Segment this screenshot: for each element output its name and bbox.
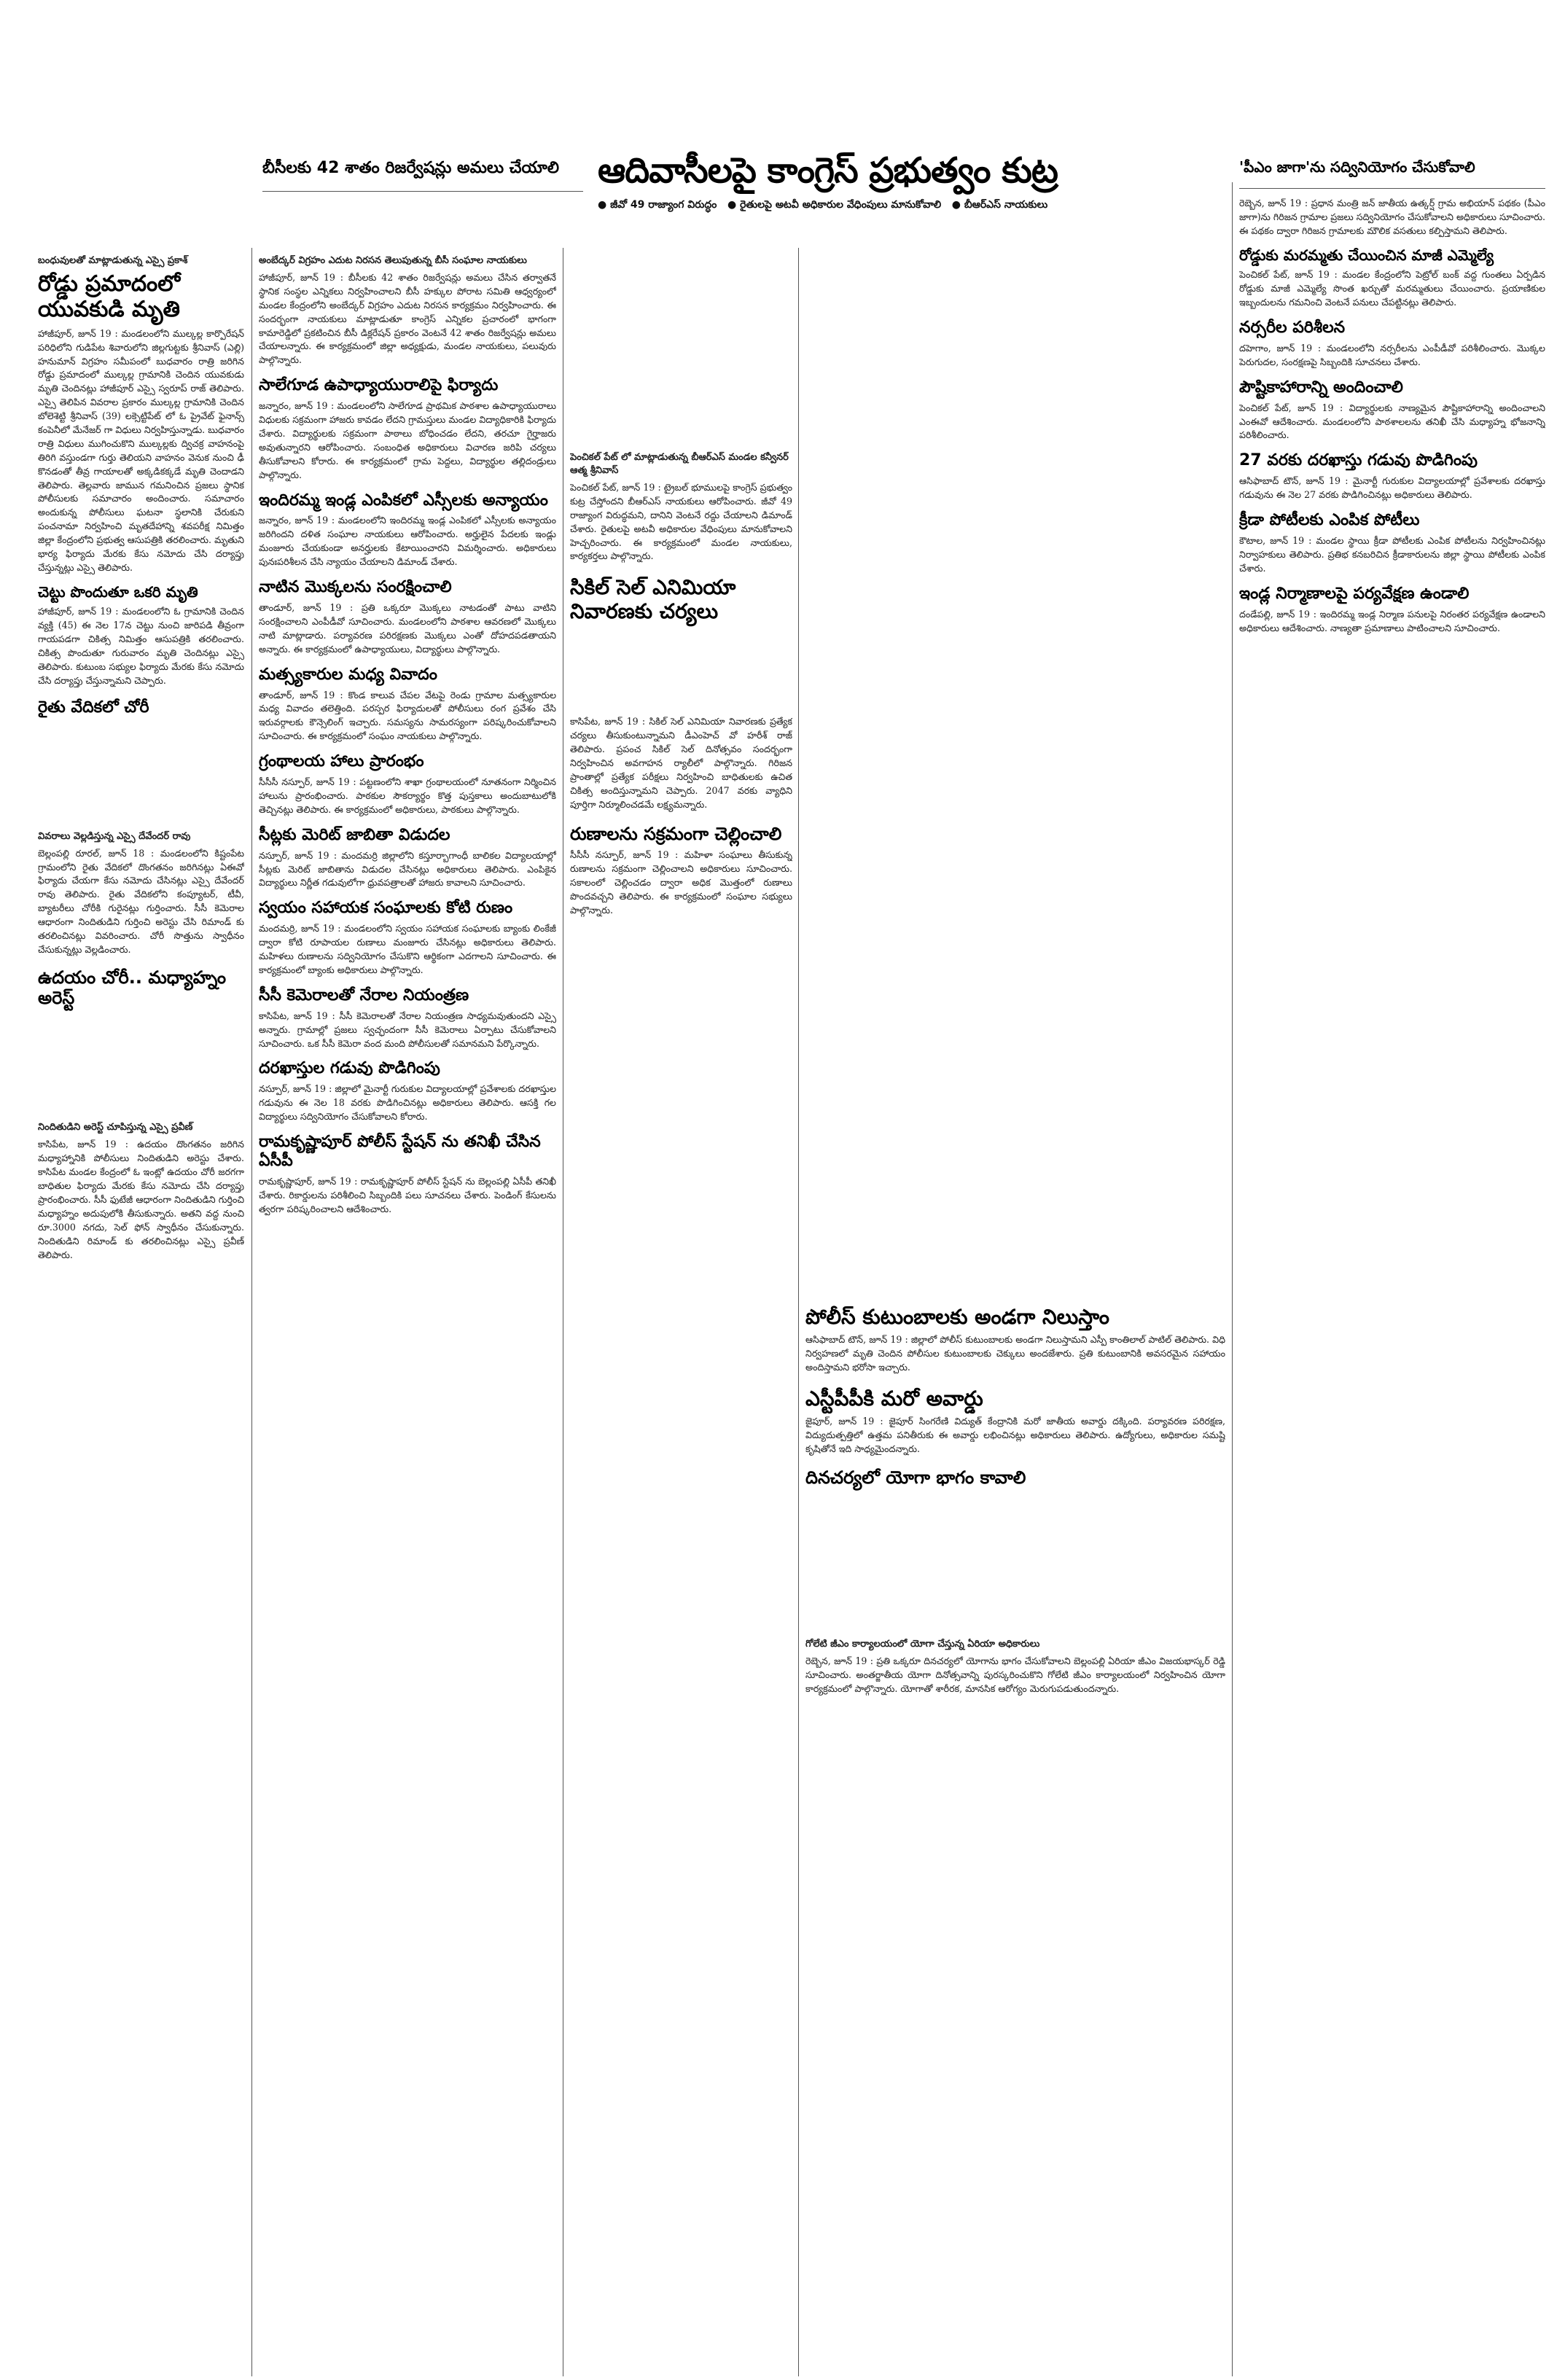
story-title: పోలీస్ కుటుంబాలకు అండగా నిలుస్తాం (805, 1305, 1109, 1329)
bullet-2: ● రైతులపై అటవీ అధికారుల వేధింపులు మానుకోవాలి (727, 198, 942, 211)
story-title: క్రీడా పోటీలకు ఎంపిక పోటీలు (1239, 511, 1420, 530)
col2-story-2 (259, 376, 556, 482)
column-rule-4 (1232, 182, 1233, 2376)
story-body: మందమర్రి, జూన్ 19 : మండలంలోని స్వయం సహాయక సంఘాలకు బ్యాంకు లింకేజీ ద్వారా కోటి రూపాయల రుణాలు మంజూరు చేసినట్లు అధికారులు తెలిపారు. మహిళలు రుణాలను సద్వినియోగం చేసుకొని ఆర్థికంగా ఎదగాలని సూచించారు. ఈ కార్యక్రమంలో బ్యాంకు అధికారులు పాల్గొన్నారు. (259, 923, 556, 975)
bullet-3: ● బీఆర్ఎస్ నాయకులు (951, 198, 1048, 211)
right-strap (1239, 159, 1545, 188)
story-title: ఇండ్ల నిర్మాణాలపై పర్యవేక్షణ ఉండాలి (1239, 584, 1470, 603)
story-title: చెట్టు పొందుతూ ఒకరి మృతి (38, 582, 198, 601)
upper-photo-area (805, 255, 1225, 1305)
story-title: రైతు వేదికలో చోరీ (38, 698, 149, 717)
col2-story-8 (259, 899, 556, 978)
col2-story-9 (259, 986, 556, 1051)
col2-story-1 (259, 255, 556, 367)
story-body: పెంచికల్ పేట్, జూన్ 19 : ట్రైబల్ భూములపై కాంగ్రెస్ ప్రభుత్వం కుట్ర చేస్తోందని బీఆర్ఎస్ నాయకులు ఆరోపించారు. జీవో 49 రాజ్యాంగ విరుద్ధమని, దానిని వెంటనే రద్దు చేయాలని డిమాండ్ చేశారు. రైతులపై అటవీ అధికారుల వేధింపులు మానుకోవాలని హెచ్చరించారు. ఈ కార్యక్రమంలో మండల నాయకులు, కార్యకర్తలు పాల్గొన్నారు. (570, 482, 792, 562)
left-strap (262, 159, 583, 188)
story-title: నర్సరీల పరిశీలన (1239, 318, 1346, 337)
story-body: ఆసిఫాబాద్ టౌన్, జూన్ 19 : మైనార్టీ గురుకుల విద్యాలయాల్లో ప్రవేశాలకు దరఖాస్తు గడువును ఈ నెల 27 వరకు పొడిగించినట్లు అధికారులు తెలిపారు. (1239, 475, 1545, 501)
story-body: నస్పూర్, జూన్ 19 : మందమర్రి జిల్లాలోని కస్తూర్బాగాంధీ బాలికల విద్యాలయాల్లో సీట్లకు మెరిట్ జాబితాను విడుదల చేసినట్లు అధికారులు తెలిపారు. ఎంపికైన విద్యార్థులు నిర్ణీత గడువులోగా ధ్రువపత్రాలతో హాజరు కావాలని సూచించారు. (259, 849, 556, 889)
col4-story-1 (805, 1305, 1225, 1375)
col2-story-3 (259, 491, 556, 570)
story-body: కౌటాల, జూన్ 19 : మండల స్థాయి క్రీడా పోటీలకు ఎంపిక పోటీలను నిర్వహించినట్లు నిర్వాహకులు తెలిపారు. ప్రతిభ కనబరిచిన క్రీడాకారులను జిల్లా స్థాయి పోటీలకు ఎంపిక చేశారు. (1239, 534, 1545, 574)
column-5 (1239, 197, 1545, 2373)
story-body: జైపూర్, జూన్ 19 : జైపూర్ సింగరేణి విద్యుత్ కేంద్రానికి మరో జాతీయ అవార్డు దక్కింది. పర్యావరణ పరిరక్షణ, విద్యుదుత్పత్తిలో ఉత్తమ పనితీరుకు ఈ అవార్డు లభించినట్లు అధికారులు తెలిపారు. ఉద్యోగులు, అధికారుల సమష్టి కృషితోనే ఇది సాధ్యమైందన్నారు. (805, 1415, 1225, 1454)
story-title: రోడ్డుకు మరమ్మతు చేయించిన మాజీ ఎమ్మెల్యే (1239, 246, 1494, 264)
col1-story-3 (38, 698, 244, 957)
story-title: సాలేగూడ ఉపాధ్యాయురాలిపై ఫిర్యాదు (259, 376, 499, 395)
story-body: హాజీపూర్, జూన్ 19 : మండలంలోని ఓ గ్రామానికి చెందిన వ్యక్తి (45) ఈ నెల 17న చెట్టు నుంచి జారిపడి తీవ్రంగా గాయపడగా చికిత్స నిమిత్తం ఆసుపత్రికి తరలించారు. చికిత్స పొందుతూ గురువారం మృతి చెందినట్లు ఎస్సై తెలిపారు. కుటుంబ సభ్యుల ఫిర్యాదు మేరకు కేసు నమోదు చేసి దర్యాప్తు చేస్తున్నామని చెప్పారు. (38, 606, 244, 686)
story-body: కాసిపేట, జూన్ 19 : సికిల్ సెల్ ఎనిమియా నివారణకు ప్రత్యేక చర్యలు తీసుకుంటున్నామని డీఎంహెచ్ వో హరీశ్ రాజ్ తెలిపారు. ప్రపంచ సికిల్ సెల్ దినోత్సవం సందర్భంగా నిర్వహించిన అవగాహన ర్యాలీలో పాల్గొన్నారు. గిరిజన ప్రాంతాల్లో ప్రత్యేక పరీక్షలు నిర్వహించి బాధితులకు ఉచిత చికిత్స అందిస్తున్నామని చెప్పారు. 2047 వరకు వ్యాధిని పూర్తిగా నిర్మూలించడమే లక్ష్యమన్నారు. (570, 716, 792, 810)
story-title: రామకృష్ణాపూర్ పోలీస్ స్టేషన్ ను తనిఖీ చేసిన ఏసీపీ (259, 1133, 541, 1171)
col1-story-4 (38, 967, 244, 1263)
story-body: బెల్లంపల్లి రూరల్, జూన్ 18 : మండలంలోని కిష్టంపేట గ్రామంలోని రైతు వేదికలో దొంగతనం జరిగినట్లు ఏఈవో ఫిర్యాదు చేయగా కేసు నమోదు చేసినట్లు ఎస్సై దేవేందర్ రావు తెలిపారు. రైతు వేదికలోని కంప్యూటర్, టీవీ, బ్యాటరీలు చోరీకి గురైనట్లు గుర్తించారు. సీసీ కెమెరాల ఆధారంగా నిందితుడిని గుర్తించి అరెస్టు చేసి రిమాండ్ కు తరలించినట్లు వివరించారు. చోరీ సొత్తును స్వాధీనం చేసుకున్నట్లు వెల్లడించారు. (38, 847, 244, 955)
story-body: సీసీసీ నస్పూర్, జూన్ 19 : మహిళా సంఘాలు తీసుకున్న రుణాలను సక్రమంగా చెల్లించాలని అధికారులు సూచించారు. సకాలంలో చెల్లించడం ద్వారా అధిక మొత్తంలో రుణాలు పొందవచ్చని తెలిపారు. ఈ కార్యక్రమంలో సంఘాల సభ్యులు పాల్గొన్నారు. (570, 848, 792, 916)
story-kicker: బంధువులతో మాట్లాడుతున్న ఎస్సై ప్రకాశ్ (38, 255, 188, 266)
col2-story-7 (259, 826, 556, 891)
photo-placeholder (38, 1013, 244, 1122)
main-headline: ఆదివాసీలపై కాంగ్రెస్ ప్రభుత్వం కుట్ర (598, 150, 1058, 191)
story-body: జన్నారం, జూన్ 19 : మండలంలోని ఇందిరమ్మ ఇండ్ల ఎంపికలో ఎస్సీలకు అన్యాయం జరిగిందని దళిత సంఘాల నాయకులు ఆరోపించారు. అర్హులైన పేదలకు ఇండ్లు మంజూరు చేయకుండా అనర్హులకు కేటాయించారని విమర్శించారు. అధికారులు పునఃపరిశీలన చేసి న్యాయం చేయాలని డిమాండ్ చేశారు. (259, 515, 556, 568)
story-kicker: అంబేద్కర్ విగ్రహం ఎదుట నిరసన తెలుపుతున్న బీసీ సంఘాల నాయకులు (259, 255, 527, 266)
right-strap-rule (1239, 188, 1545, 189)
col2-story-5 (259, 666, 556, 744)
col4-story-2 (805, 1386, 1225, 1456)
story-body: ఆసిఫాబాద్ టౌన్, జూన్ 19 : జిల్లాలో పోలీస్ కుటుంబాలకు అండగా నిలుస్తామని ఎస్పీ కాంతిలాల్ పాటిల్ తెలిపారు. విధి నిర్వహణలో మృతి చెందిన పోలీసుల కుటుంబాలకు చెక్కులు అందజేశారు. ప్రతి కుటుంబానికి అవసరమైన సహాయం అందిస్తామని భరోసా ఇచ్చారు. (805, 1334, 1225, 1373)
story-title: 27 వరకు దరఖాస్తు గడువు పొడిగింపు (1239, 451, 1478, 470)
story-title: ఇందిరమ్మ ఇండ్ల ఎంపికలో ఎస్సీలకు అన్యాయం (259, 491, 548, 510)
story-title: పౌష్టికాహారాన్ని అందించాలి (1239, 378, 1403, 397)
col2-story-11 (259, 1133, 556, 1217)
bullet-1: ● జీవో 49 రాజ్యాంగ విరుద్ధం (598, 198, 717, 211)
story-title: దినచర్యలో యోగా భాగం కావాలి (805, 1467, 1026, 1489)
story-body: కాసిపేట, జూన్ 19 : ఉదయం దొంగతనం జరిగిన మధ్యాహ్నానికి పోలీసులు నిందితుడిని అరెస్టు చేశారు. కాసిపేట మండల కేంద్రంలో ఓ ఇంట్లో ఉదయం చోరీ జరగగా బాధితుల ఫిర్యాదు మేరకు కేసు నమోదు చేసి దర్యాప్తు ప్రారంభించారు. సీసీ ఫుటేజీ ఆధారంగా నిందితుడిని గుర్తించి మధ్యాహ్నం అదుపులోకి తీసుకున్నారు. అతని వద్ద నుంచి రూ.3000 నగదు, సెల్ ఫోన్ స్వాధీనం చేసుకున్నారు. నిందితుడిని రిమాండ్ కు తరలించినట్లు ఎస్సై ప్రవీణ్ తెలిపారు. (38, 1139, 244, 1260)
story-title: సీట్లకు మెరిట్ జాబితా విడుదల (259, 825, 450, 844)
col4-story-3 (805, 1467, 1225, 1696)
col5-story-2 (1239, 247, 1545, 310)
story-kicker: వివరాలు వెల్లడిస్తున్న ఎస్సై దేవేందర్ రావు (38, 830, 191, 842)
story-body: రామకృష్ణాపూర్, జూన్ 19 : రామకృష్ణాపూర్ పోలీస్ స్టేషన్ ను బెల్లంపల్లి ఏసీపీ తనిఖీ చేశారు. రికార్డులను పరిశీలించి సిబ్బందికి పలు సూచనలు చేశారు. పెండింగ్ కేసులను త్వరగా పరిష్కరించాలని ఆదేశించారు. (259, 1176, 556, 1214)
story-title: మత్స్యకారుల మధ్య వివాదం (259, 665, 437, 684)
col3-story-2 (570, 575, 792, 811)
col2-story-6 (259, 752, 556, 817)
story-body: కాసిపేట, జూన్ 19 : సీసీ కెమెరాలతో నేరాల నియంత్రణ సాధ్యమవుతుందని ఎస్సై అన్నారు. గ్రామాల్లో ప్రజలు స్వచ్ఛందంగా సీసీ కెమెరాలు ఏర్పాటు చేసుకోవాలని సూచించారు. ఒక సీసీ కెమెరా వంద మంది పోలీసులతో సమానమని పేర్కొన్నారు. (259, 1010, 556, 1049)
right-strap-title: 'పీఎం జాగా'ను సద్వినియోగం చేసుకోవాలి (1239, 159, 1475, 176)
story-body: నస్పూర్, జూన్ 19 : జిల్లాలో మైనార్టీ గురుకుల విద్యాలయాల్లో ప్రవేశాలకు దరఖాస్తుల గడువును ఈ నెల 18 వరకు పొడిగించినట్లు అధికారులు తెలిపారు. ఆసక్తి గల విద్యార్థులు సద్వినియోగం చేసుకోవాలని కోరారు. (259, 1083, 556, 1123)
col5-story-1 (1239, 197, 1545, 238)
col1-story-1 (38, 255, 244, 575)
col2-story-4 (259, 578, 556, 657)
column-4 (805, 255, 1225, 2373)
story-body: హాజీపూర్, జూన్ 19 : మండలంలోని ముల్కల్ల కార్పొరేషన్ పరిధిలోని గుడిపేట శివారులోని జిల్లగుట్టకు శ్రీనివాస్ (ఎల్లి) హనుమాన్ విగ్రహం సమీపంలో బుధవారం రాత్రి జరిగిన రోడ్డు ప్రమాదంలో ముల్కల్ల గ్రామానికి చెందిన యువకుడు మృతి చెందినట్లు హాజీపూర్ ఎస్సై స్వరూప్ రాజ్ తెలిపారు. ఎస్సై తెలిపిన వివరాల ప్రకారం ముల్కల్ల గ్రామానికి చెందిన బోలెశెట్టి శ్రీనివాస్ (39) లక్సెట్టిపేట్ లో ఓ ప్రైవేట్ ఫైనాన్స్ కంపెనీలో మేనేజర్ గా విధులు నిర్వహిస్తున్నాడు. బుధవారం రాత్రి విధులు ముగించుకొని ముల్కల్లకు ద్విచక్ర వాహనంపై తిరిగి వస్తుండగా గుర్తు తెలియని వాహనం వెనుక నుంచి ఢీ కొనడంతో తీవ్ర గాయాలతో అక్కడికక్కడే మృతి చెందాడని తెలిపారు. తెల్లవారు జామున గమనించిన ప్రజలు స్థానిక పోలీసులకు సమాచారం అందించారు. సమాచారం అందుకున్న పోలీసులు ఘటనా స్థలానికి చేరుకుని పంచనామా నిర్వహించి మృతదేహాన్ని శవపరీక్ష నిమిత్తం జిల్లా కేంద్రంలోని ప్రభుత్వ ఆసుపత్రికి తరలించారు. మృతుని భార్య ఫిర్యాదు మేరకు కేసు నమోదు చేసి దర్యాప్తు చేస్తున్నట్లు ఎస్సై తెలిపారు. (38, 327, 244, 573)
story-title: ఉదయం చోరీ.. మధ్యాహ్నం అరెస్ట్ (38, 967, 227, 1009)
left-strap-title: బీసీలకు 42 శాతం రిజర్వేషన్లు అమలు చేయాలి (262, 159, 559, 177)
story-title: సీసీ కెమెరాలతో నేరాల నియంత్రణ (259, 986, 469, 1004)
main-headline-block (598, 150, 1225, 245)
col5-story-7 (1239, 585, 1545, 636)
story-kicker: నిందితుడిని అరెస్ట్ చూపిస్తున్న ఎస్సై ప్రవీణ్ (38, 1122, 193, 1134)
col1-story-2 (38, 584, 244, 688)
story-title: సికిల్ సెల్ ఎనిమియా నివారణకు చర్యలు (570, 575, 736, 624)
col5-story-5 (1239, 451, 1545, 502)
photo-placeholder (38, 722, 244, 831)
story-title: రోడ్డు ప్రమాదంలో యువకుడి మృతి (38, 271, 181, 323)
story-body: తాండూర్, జూన్ 19 : ప్రతి ఒక్కరూ మొక్కలు నాటడంతో పాటు వాటిని సంరక్షించాలని ఎంపీడీవో సూచించారు. మండలంలోని పాఠశాల ఆవరణలో మొక్కలు నాటి మాట్లాడారు. పర్యావరణ పరిరక్షణకు మొక్కలు ఎంతో దోహదపడతాయని అన్నారు. ఈ కార్యక్రమంలో ఉపాధ్యాయులు, విద్యార్థులు పాల్గొన్నారు. (259, 602, 556, 655)
col5-story-3 (1239, 319, 1545, 370)
col3-story-3 (570, 824, 792, 918)
story-body: పెంచికల్ పేట్, జూన్ 19 : విద్యార్థులకు నాణ్యమైన పౌష్టికాహారాన్ని అందించాలని ఎంఈవో ఆదేశించారు. మండలంలోని పాఠశాలలను తనిఖీ చేసి మధ్యాహ్న భోజనాన్ని పరిశీలించారు. (1239, 402, 1545, 441)
photo-placeholder (570, 628, 792, 715)
col3-story-1 (570, 452, 792, 563)
story-kicker: గోలేటి జీఎం కార్యాలయంలో యోగా చేస్తున్న ఏరియా అధికారులు (805, 1638, 1040, 1650)
column-rule-3 (798, 248, 799, 2376)
story-title: నాటిన మొక్కలను సంరక్షించాలి (259, 578, 452, 597)
headline-bullets (598, 199, 1225, 213)
photo-placeholder (805, 1493, 1225, 1639)
col2-story-10 (259, 1059, 556, 1124)
story-body: హాజీపూర్, జూన్ 19 : బీసీలకు 42 శాతం రిజర్వేషన్లు అమలు చేసిన తర్వాతనే స్థానిక సంస్థల ఎన్నికలు నిర్వహించాలని బీసీ హక్కుల పోరాట సమితి ఆధ్వర్యంలో మండల కేంద్రంలోని అంబేద్కర్ విగ్రహం ఎదుట నిరసన కార్యక్రమం నిర్వహించారు. ఈ సందర్భంగా నాయకులు మాట్లాడుతూ కాంగ్రెస్ ఎన్నికల ప్రచారంలో భాగంగా కామారెడ్డిలో ప్రకటించిన బీసీ డిక్లరేషన్ ప్రకారం వెంటనే 42 శాతం రిజర్వేషన్లు అమలు చేయాలన్నారు. ఈ కార్యక్రమంలో జిల్లా అధ్యక్షుడు, మండల నాయకులు, పలువురు పాల్గొన్నారు. (259, 272, 556, 366)
left-strap-rule (262, 191, 583, 192)
story-body: తాండూర్, జూన్ 19 : కొండ కాలువ చేపల వేటపై రెండు గ్రామాల మత్స్యకారుల మధ్య వివాదం తలెత్తింది. పరస్పర ఫిర్యాదులతో పోలీసులు రంగ ప్రవేశం చేసి ఇరువర్గాలకు కౌన్సెలింగ్ ఇచ్చారు. సమస్యను సామరస్యంగా పరిష్కరించుకోవాలని సూచించారు. ఈ కార్యక్రమంలో సంఘం నాయకులు పాల్గొన్నారు. (259, 689, 556, 742)
story-body: జన్నారం, జూన్ 19 : మండలంలోని సాలేగూడ ప్రాథమిక పాఠశాల ఉపాధ్యాయురాలు విధులకు సక్రమంగా హాజరు కావడం లేదని గ్రామస్తులు మండల విద్యాధికారికి ఫిర్యాదు చేశారు. విద్యార్థులకు సక్రమంగా పాఠాలు బోధించడం లేదని, తరచూ గైర్హాజరు అవుతున్నారని ఆరోపించారు. సంబంధిత అధికారులు విచారణ జరిపి చర్యలు తీసుకోవాలని కోరారు. ఈ కార్యక్రమంలో గ్రామ పెద్దలు, విద్యార్థుల తల్లిదండ్రులు పాల్గొన్నారు. (259, 400, 556, 480)
story-body: రెబ్బెన, జూన్ 19 : ప్రధాన మంత్రి జన్ జాతీయ ఉత్కర్ష్ గ్రామ అభియాన్ పథకం (పీఎం జాగా)ను గిరిజన గ్రామాల ప్రజలు సద్వినియోగం చేసుకోవాలని అధికారులు సూచించారు. ఈ పథకం ద్వారా గిరిజన గ్రామాలకు మౌలిక వసతులు కల్పిస్తామని తెలిపారు. (1239, 198, 1545, 236)
col5-story-6 (1239, 511, 1545, 576)
col5-story-4 (1239, 378, 1545, 443)
story-body: పెంచికల్ పేట్, జూన్ 19 : మండల కేంద్రంలోని పెట్రోల్ బంక్ వద్ద గుంతలు ఏర్పడిన రోడ్డుకు మాజీ ఎమ్మెల్యే సొంత ఖర్చుతో మరమ్మతులు చేయించారు. ప్రయాణికుల ఇబ్బందులను గమనించి వెంటనే పనులు చేపట్టినట్లు తెలిపారు. (1239, 269, 1545, 308)
story-title: ఎస్టీపీపీకి మరో అవార్డు (805, 1386, 983, 1411)
column-1 (38, 255, 244, 2373)
story-body: రెబ్బెన, జూన్ 19 : ప్రతి ఒక్కరూ దినచర్యలో యోగాను భాగం చేసుకోవాలని బెల్లంపల్లి ఏరియా జీఎం విజయభాస్కర్ రెడ్డి సూచించారు. అంతర్జాతీయ యోగా దినోత్సవాన్ని పురస్కరించుకొని గోలేటి జీఎం కార్యాలయంలో నిర్వహించిన యోగా కార్యక్రమంలో పాల్గొన్నారు. యోగాతో శారీరక, మానసిక ఆరోగ్యం మెరుగుపడుతుందన్నారు. (805, 1655, 1225, 1694)
story-body: దహెగాం, జూన్ 19 : మండలంలోని నర్సరీలను ఎంపీడీవో పరిశీలించారు. మొక్కల పెరుగుదల, సంరక్షణపై సిబ్బందికి సూచనలు చేశారు. (1239, 342, 1545, 367)
story-kicker: పెంచికల్ పేట్ లో మాట్లాడుతున్న బీఆర్ఎస్ మండల కన్వీనర్ ఆత్మ శ్రీనివాస్ (570, 452, 789, 476)
column-2 (259, 255, 556, 2373)
story-title: రుణాలను సక్రమంగా చెల్లించాలి (570, 823, 782, 844)
story-body: దండేపల్లి, జూన్ 19 : ఇందిరమ్మ ఇండ్ల నిర్మాణ పనులపై నిరంతర పర్యవేక్షణ ఉండాలని అధికారులు ఆదేశించారు. నాణ్యతా ప్రమాణాలు పాటించాలని సూచించారు. (1239, 608, 1545, 633)
story-body: సీసీసీ నస్పూర్, జూన్ 19 : పట్టణంలోని శాఖా గ్రంథాలయంలో నూతనంగా నిర్మించిన హాలును ప్రారంభించారు. పాఠకుల సౌకర్యార్థం కొత్త పుస్తకాలు అందుబాటులోకి తెచ్చినట్లు తెలిపారు. ఈ కార్యక్రమంలో అధికారులు, పాఠకులు పాల్గొన్నారు. (259, 776, 556, 815)
story-title: స్వయం సహాయక సంఘాలకు కోటి రుణం (259, 899, 513, 918)
story-title: దరఖాస్తుల గడువు పొడిగింపు (259, 1059, 440, 1078)
story-title: గ్రంథాలయ హాలు ప్రారంభం (259, 752, 424, 771)
column-rule-1 (251, 248, 252, 2376)
column-3 (570, 255, 792, 2373)
